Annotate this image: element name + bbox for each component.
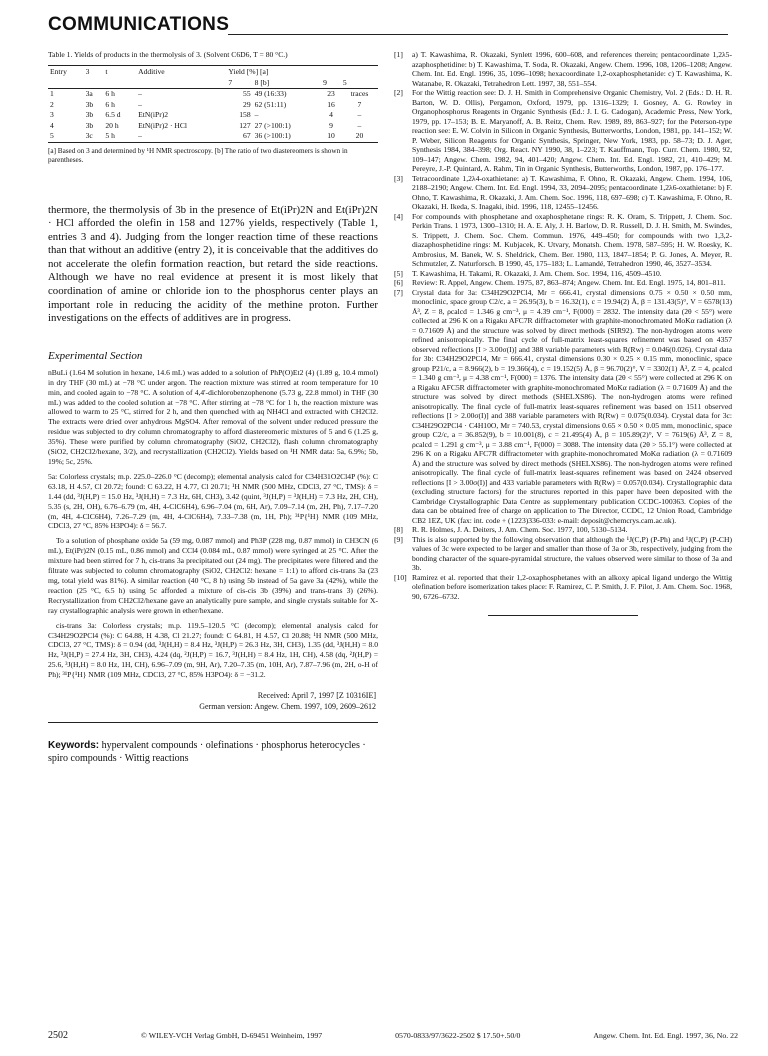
cell: 3b — [85, 120, 94, 130]
references-end-rule — [488, 615, 638, 616]
reference-number: [1] — [394, 50, 403, 59]
keywords-label: Keywords: — [48, 740, 100, 752]
reference-item — [394, 174, 732, 212]
cell: 16 — [327, 99, 335, 109]
table-row — [48, 110, 378, 121]
reference-number: [10] — [394, 572, 407, 582]
experimental-heading: Experimental Section — [48, 349, 143, 362]
reference-number: [7] — [394, 287, 403, 297]
cell: 67 — [226, 131, 252, 142]
cell: – — [357, 120, 362, 130]
keywords — [48, 739, 378, 765]
reference-text: This is also supported by the following observation that although the ¹J(C,P) (P-Ph) and ¹J(C,P) (P-CH) values of 3c were expected to be larger and smaller than those of 3a or 3b, respectively, judging from the bonding character of the square-pyramidal structure, the values observed were similar to those of 3a and 3b. — [412, 534, 732, 572]
cell: 20 — [341, 131, 378, 142]
reference-item — [394, 573, 732, 602]
received-date: Received: April 7, 1997 [Z 10316IE] — [257, 691, 376, 701]
cell: 23 — [327, 89, 335, 98]
copyright: © WILEY-VCH Verlag GmbH, D-69451 Weinheim, 1997 — [141, 1031, 323, 1040]
right-column — [394, 50, 732, 616]
reference-item — [394, 535, 732, 573]
reference-number: [6] — [394, 278, 403, 287]
cell: 5 — [48, 131, 84, 142]
cell: 5 h — [103, 131, 136, 142]
reference-text: For the Wittig reaction see: D. J. H. Smith in Comprehensive Organic Chemistry, Vol. 2 (Eds.: D. H. R. Barton, W. D. Ollis), Pergamon, Oxford, 1979, pp. 1316–1329; I. Gosney, A. G. Rowley in Organophosphorus Reagents in Organic Synthesis (Ed.: J. I. G. Cadogan), Academic Press, New York, 1979, pp. 17–153; B. E. Maryanoff, A. B. Reitz, Chem. Rev. 1989, 89, 863–927; for the Peterson-type reaction see: E. W. Colvin in Silicon in Organic Synthesis, Butterworths, London, 1981, pp. 141–152; W. P. Weber, Silicon Reagents for Organic Synthesis, Springer, New York, 1983, pp. 58–73; D. J. Ager, Synthesis 1984, 384–398; Org. React. NY 1990, 38, 1–223; T. Kauffmann, Top. Curr. Chem. 1980, 92, 109–147; Angew. Chem. 1982, 94, 401–420; Angew. Chem. Int. Ed. Engl. 1982, 21, 410–429; M. Pereyre, J.-P. Quintard, A. Rahm, Tin in Organic Synthesis, Butterworths, London, 1987, pp. 176–177. — [412, 88, 732, 173]
th-9: 9 — [323, 78, 327, 87]
reference-text: R. R. Holmes, J. A. Deiters, J. Am. Chem. Soc. 1977, 100, 5130–5134. — [412, 525, 628, 534]
cell: 10 — [321, 131, 341, 142]
cell: – — [138, 99, 142, 109]
left-column — [48, 50, 378, 765]
cell: 27 (>100:1) — [254, 120, 291, 130]
page-header — [48, 12, 728, 42]
th-8: 8 [b] — [254, 78, 270, 87]
cell: EtN(iPr)2 — [138, 110, 169, 119]
article-code: 0570-0833/97/3622-2502 $ 17.50+.50/0 — [395, 1031, 521, 1040]
cell: – — [254, 110, 259, 119]
reference-text: Tetracoordinate 1,2λ4-oxathietane: a) T. Kawashima, F. Ohno, R. Okazaki, Angew. Chem. 1994, 106, 2188–2190; Angew. Chem. Int. Ed. Engl. 1994, 33, 2094–2095; pentacoordinate 1,2λ6-oxathietane: b) F. Ohno, T. Kawashima, R. Okazaki, J. Am. Chem. Soc. 1996, 118, 697–698; c) T. Kawashima, F. Ohno, R. Okazaki, H. Ikeda, S. Inagaki, ibid. 1996, 118, 12455–12456. — [412, 173, 732, 211]
reference-item — [394, 278, 732, 288]
reference-text: For compounds with phosphetane and oxaphosphetane rings: R. K. Oram, S. Trippett, J. Chem. Soc. Perkin Trans. 1 1973, 1300–1310; H. A. E. Aly, J. H. Barlow, D. R. Russell, D. J. H. Smith, M. Swindes, S. Trippett, J. Chem. Soc. Chem. Commun. 1976, 449–450; for compounds with two 1,3,2-diazaphosphetidine rings: M. Kubjacek, K. Utvary, Monatsh. Chem. 1978, 587–595; H. W. Roesky, K. Ambrosius, M. Banek, W. S. Sheldrick, Chem. Ber. 1980, 113, 1847–1854; P. G. Jones, A. Meyer, R. Schmutzler, Z. Naturforsch. B 1990, 45, 175–183; L. Lamandé, Tetrahedron 1990, 46, 3527–3534. — [412, 211, 732, 268]
journal-citation: Angew. Chem. Int. Ed. Engl. 1997, 36, No. 22 — [593, 1031, 738, 1040]
cell: 3 — [50, 110, 54, 119]
reference-text: a) T. Kawashima, R. Okazaki, Synlett 1996, 600–608, and references therein; pentacoordinate 1,2λ5-azaphosphetidine: b) T. Kawashima, T. Soda, R. Okazaki, Angew. Chem. 1996, 108, 1206–1208; Angew. Chem. Int. Ed. Engl. 1996, 35, 1096–1098; hexacoordinate 1,2-oxaphosphetanide: c) T. Kawashima, K. Watanabe, R. Okazaki, Tetrahedron Lett. 1997, 38, 551–554. — [412, 50, 732, 88]
th-t: t — [105, 67, 108, 76]
cell: 158 — [239, 110, 251, 119]
reference-item — [394, 88, 732, 174]
page-number: 2502 — [48, 1030, 68, 1041]
keywords-rule — [48, 722, 378, 723]
table-footnote: [a] Based on 3 and determined by ¹H NMR spectroscopy. [b] The ratio of two diastereomers is shown in parentheses. — [48, 146, 348, 164]
table-row — [48, 89, 378, 100]
cell: traces — [350, 89, 369, 98]
reference-text: Ramirez et al. reported that their 1,2-oxaphosphetanes with an alkoxy apical ligand undergo the Wittig olefination before isomerization takes place: F. Ramirez, C. P. Smith, J. F. Pilot, J. Am. Chem. Soc. 1968, 90, 6726–6732. — [412, 572, 732, 601]
cell: 4 — [50, 120, 54, 130]
reference-number: [9] — [394, 534, 403, 544]
reference-number: [8] — [394, 525, 403, 534]
cell: 6.5 d — [105, 110, 121, 119]
reference-item — [394, 525, 732, 535]
body-paragraph: thermore, the thermolysis of 3b in the presence of Et(iPr)2N and Et(iPr)2N · HCl afforded the olefin in 158 and 127% yields, respectively (Table 1, entries 3 and 4). Judging from the longer reaction time of these reactions than that without an additive (entry 2), it is conceivable that the additives do not accelerate the olefin formation reaction, but retard the side reactions. Although we have no real evidence at present it is most likely that coordination of amine or chloride ion to the phosphorus center plays an important role in reducing the acidity of the methine proton. Further investigations on the effects of additives are in progress. — [48, 203, 378, 325]
experimental-paragraph: 5a: Colorless crystals; m.p. 225.0–226.0 °C (decomp); elemental analysis calcd for C34H31O2Cl4P (%): C 63.18, H 4.57, Cl 20.72; found: C 63.22, H 4.77, Cl 20.71; ¹H NMR (500 MHz, CDCl3, 27 °C, TMS): δ = 1.44 (dd, ³J(H,P) = 15.0 Hz, ³J(H,H) = 7.3 Hz, 6H, CH3), 3.42 (quint, ³J(H,P) = ³J(H,H) = 7.3 Hz, 2H, CH), 5.35 (s, 2H, OH), 6.76–6.79 (m, 4H, 4-ClC6H4), 6.96–7.04 (m, 6H, Ar), 7.09–7.14 (m, 2H, Ph), 7.17–7.20 (m, 4H, 4-ClC6H4), 7.26–7.29 (m, 4H, 4-ClC6H4), 7.33–7.38 (m, 1H, Ph); ³¹P{¹H} NMR (109 MHz, CDCl3, 27 °C, 85% H3PO4): δ = 56.7. — [48, 471, 378, 531]
th-additive: Additive — [138, 67, 165, 76]
th-yield: Yield [%] [a] — [228, 67, 269, 76]
cell: 49 (16:33) — [254, 89, 287, 98]
cell: 55 — [243, 89, 251, 98]
received-info — [48, 690, 378, 712]
table-row — [48, 121, 378, 132]
cell: 62 (51:11) — [254, 99, 287, 109]
reference-number: [2] — [394, 88, 403, 97]
page-footer — [48, 1030, 738, 1041]
reference-item — [394, 269, 732, 279]
german-version: German version: Angew. Chem. 1997, 109, 2609–2612 — [199, 702, 376, 712]
experimental-paragraph: nBuLi (1.64 M solution in hexane, 14.6 mL) was added to a solution of PhP(O)Et2 (4) (1.89 g, 10.4 mmol) in dry THF (30 mL) at −78 °C under argon. The reaction mixture was stirred at room temperature for 10 min, and cooled again to −78 °C. A solution of 4,4'-dichlorobenzophenone (5.73 g, 22.8 mmol) in THF (30 mL) was added to the cooled solution at −78 °C. After stirring at −78 °C for 1 h, the reaction mixture was allowed to warm to 25 °C, stirred for 2 h, and then quenched with aq NH4Cl and extracted with CH2Cl2. The extracts were dried over anhydrous MgSO4. After removal of the solvent under reduced pressure the residue was subjected to dry column chromatography to afford diastereomeric mixtures of 5 and 6 (1.25 g, 35%). These were purified by column chromatography (SiO2, CH2Cl2), flash column chromatography (SiO2, CH2Cl2/hexane, 3/2), and recrystallization (CH2Cl2). Yields based on ¹H NMR data: 5a, 6.9%; 5b, 19%; 5c, 25%. — [48, 367, 378, 466]
cell: 20 h — [105, 120, 119, 130]
references — [394, 50, 732, 601]
cell: 4 — [329, 110, 333, 119]
cell: 29 — [243, 99, 251, 109]
cell: 36 (>100:1) — [253, 131, 321, 142]
reference-item — [394, 212, 732, 269]
cell: 3c — [84, 131, 104, 142]
experimental-paragraph: To a solution of phosphane oxide 5a (59 mg, 0.087 mmol) and Ph3P (228 mg, 0.87 mmol) in CH3CN (6 mL), Et(iPr)2N (0.15 mL, 0.86 mmol) and CCl4 (0.084 mL, 0.87 mmol) were syringed at 25 °C. After the mixture had been stirred for 7 h, cis-trans 3a precipitated out (24 mg). The precipitates were filtered and the filtrate was subjected to column chromatography (SiO2, CH2Cl2: hexane = 1:1) to afford cis-trans 3a (23 mg, total yield was 81%). A similar reaction (40 °C, 8 h) using 5b instead of 5a gave 3a (42%), while the reaction (25 °C, 6.5 h) using 5c afforded a mixture of cis-cis 3b (39%) and trans-trans 3) (26%). Recrystallization from CH2Cl2/hexane gave an analytically pure sample, and single crystals suitable for X-ray crystallographic analysis were grown in ether/hexane. — [48, 536, 378, 615]
cell: 3b — [85, 99, 94, 109]
section-title: COMMUNICATIONS — [48, 14, 230, 35]
th-7: 7 — [228, 78, 233, 87]
table-row — [48, 131, 378, 142]
cell: 127 — [239, 120, 251, 130]
reference-number: [4] — [394, 211, 403, 221]
reference-number: [5] — [394, 268, 403, 278]
cell: 3b — [85, 110, 94, 119]
table-caption: Table 1. Yields of products in the thermolysis of 3. (Solvent C6D6, T = 80 °C.) — [48, 50, 288, 59]
cell: – — [138, 89, 142, 98]
header-rule — [228, 34, 728, 35]
cell: 3a — [85, 89, 93, 98]
cell: 1 — [50, 89, 54, 98]
experimental-paragraph: cis-trans 3a: Colorless crystals; m.p. 119.5–120.5 °C (decomp); elemental analysis calcd for C34H29O2PCl4 (%): C 64.88, H 4.38, Cl 21.27; found: C 64.81, H 4.57, Cl 20.88; ¹H NMR (500 MHz, CDCl3, 27 °C, TMS): δ = 0.94 (dd, ³J(H,H) = 8.4 Hz, ³J(H,P) = 26.3 Hz, 3H, CH3), 1.35 (dd, ³J(H,H) = 8.0 Hz, ³J(H,P) = 27.4 Hz, 3H, CH3), 4.24 (dq, ²J(H,P) = 16.7, ³J(H,H) = 8.4 Hz, 1H, CH), 4.58 (dq, ²J(H,P) = 25.6, ³J(H,H) = 8.0 Hz, 1H, CH), 6.96–7.09 (m, 9H, Ar), 7.20–7.35 (m, 10H, Ar), 7.87–7.96 (m, 2H, o-H of Ph); ³¹P{¹H} NMR (109 MHz, CDCl3, 27 °C, 85% H3PO4): δ = −31.2. — [48, 620, 378, 680]
reference-text: Review: R. Appel, Angew. Chem. 1975, 87, 863–874; Angew. Chem. Int. Ed. Engl. 1975, 14, 801–811. — [412, 278, 726, 287]
reference-item — [394, 50, 732, 88]
reference-text: Crystal data for 3a: C34H29O2PCl4, Mr = 666.41, crystal dimensions 0.75 × 0.50 × 0.50 mm, monoclinic, space group C2/c, a = 26.95(3), b = 16.32(1), c = 19.94(2) Å, β = 131.43(5)°, V = 6578(13) Å³, Z = 8, ρcalcd = 1.346 g cm⁻³, μ = 4.39 cm⁻¹, F(000) = 2832. The intensity data (2θ < 55°) were collected at 296 K on a Rigaku AFC7R diffractometer with graphite-monochromated MoKα radiation (λ = 0.71609 Å) and the structure was solved by direct methods (SIR92). The non-hydrogen atoms were refined anisotropically. The final cycle of full-matrix least-squares refinement was based on 4357 observed reflections [I > 3.00σ(I)] and 388 variable parameters with R(Rw) = 0.046(0.026). Crystal data for 3b: C34H29O2PCl4, Mr = 666.41, crystal dimensions 0.30 × 0.25 × 0.15 mm, monoclinic, space group P21/c, a = 8.966(2), b = 19.366(4), c = 19.152(5) Å, β = 96.70(2)°, V = 3302(1) Å³, Z = 4, ρcalcd = 1.340 g cm⁻³, μ = 4.38 cm⁻¹, F(000) = 1376. The intensity data (2θ < 55°) were collected at 296 K on a Rigaku AFC5R diffractometer with graphite-monochromated MoKα radiation (λ = 0.71609 Å) and the structure was solved by direct methods (SHELXS86). The non-hydrogen atoms were refined anisotropically. The final cycle of full-matrix least-squares refinement was based on 1511 observed reflections [I > 2.00σ(I)] and 388 variable parameters with R(Rw) = 0.075(0.034). Crystal data for 3c: C34H29O2PCl4 · C4H10O, Mr = 740.53, crystal dimensions 0.65 × 0.50 × 0.05 mm, monoclinic, space group C2/c, a = 36.852(9), b = 10.001(8), c = 21.495(4) Å, β = 105.89(2)°, V = 7619(6) Å³, Z = 8, ρcalcd = 1.291 g cm⁻³, μ = 3.88 cm⁻¹, F(000) = 3088. The intensity data (2θ > 55.1°) were collected at 296 K on a Rigaku AFC7R diffractometer with graphite-monochromated MoKα radiation (λ = 0.71609 Å) and the structure was solved by direct methods (SHELXS86). The non-hydrogen atoms were refined anisotropically. The final cycle of full-matrix least-squares refinement was based on 2424 observed reflections [I > 3.00σ(I)] and 433 variable parameters with R(Rw) = 0.057(0.034). Crystallographic data (excluding structure factors) for the structures reported in this paper have been deposited with the Cambridge Crystallographic Data Centre as supplementary publication CCDC-100363. Copies of the data can be obtained free of charge on application to The Director, CCDC, 12 Union Road, Cambridge CB2 1EZ, UK (fax: int. code + (1223)336-033: e-mail: deposit@chemcrys.cam.ac.uk). — [412, 287, 732, 525]
table-row — [48, 100, 378, 111]
cell: EtN(iPr)2 · HCl — [138, 120, 188, 130]
reference-number: [3] — [394, 173, 403, 183]
cell: – — [136, 131, 226, 142]
th-entry: Entry — [50, 67, 67, 76]
th-5: 5 — [342, 78, 347, 87]
reference-text: T. Kawashima, H. Takami, R. Okazaki, J. Am. Chem. Soc. 1994, 116, 4509–4510. — [412, 268, 662, 278]
cell: – — [357, 110, 362, 119]
th-3: 3 — [85, 67, 90, 76]
cell: 7 — [357, 99, 362, 109]
cell: 6 h — [105, 89, 115, 98]
cell: 6 h — [105, 99, 115, 109]
cell: 9 — [329, 120, 333, 130]
cell: 2 — [50, 99, 54, 109]
reference-item — [394, 288, 732, 526]
yields-table — [48, 65, 378, 143]
keywords-list: hypervalent compounds · olefinations · phosphorus heterocycles · spiro compounds · Wittig reactions — [48, 740, 366, 765]
